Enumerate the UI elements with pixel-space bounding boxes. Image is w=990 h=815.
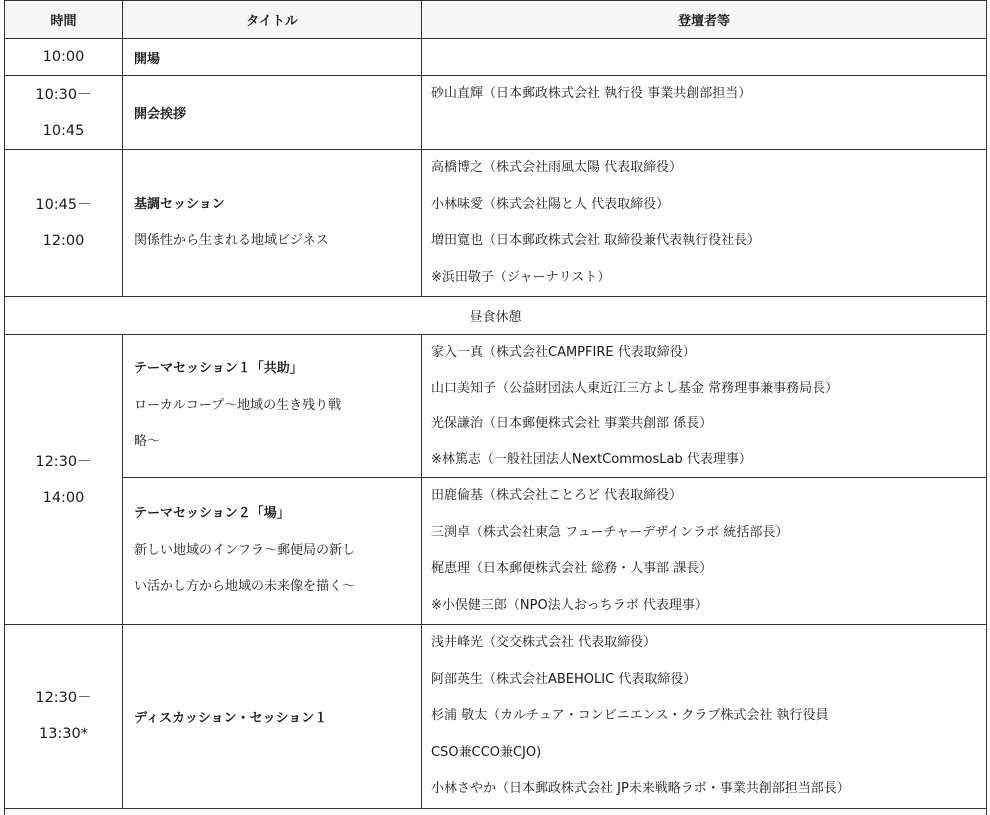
title-cell xyxy=(123,150,422,297)
speaker: 砂山直輝（日本郵政株式会社 執行役 事業共創部担当） xyxy=(431,86,752,101)
row-opening xyxy=(5,39,987,76)
row-theme-session-2 xyxy=(5,478,987,625)
speakers-cell xyxy=(422,150,987,297)
speaker: 高橋博之（株式会社雨風太陽 代表取締役） xyxy=(431,160,683,175)
session-title: ディスカッション・セッション１ xyxy=(134,710,328,726)
time-end: 13:30* xyxy=(38,726,89,743)
session-subtitle: 略～ xyxy=(134,434,161,450)
speaker: 光保謙治（日本郵便株式会社 事業共創部 係長） xyxy=(431,416,713,431)
speaker: 小林さやか（日本郵政株式会社 JP未来戦略ラボ・事業共創部担当部長） xyxy=(431,781,850,796)
header-row xyxy=(5,1,987,39)
speaker: 小林味愛（株式会社陽と人 代表取締役） xyxy=(431,196,670,212)
header-time: 時間 xyxy=(5,1,123,39)
session-title: テーマセッション２「場」 xyxy=(134,506,290,522)
speaker: 三渕卓（株式会社東急 フューチャーデザインラボ 統括部長） xyxy=(431,524,789,540)
speaker: 増田寛也（日本郵政株式会社 取締役兼代表執行役社長） xyxy=(431,233,761,248)
speaker: CSO兼CCO兼CJO) xyxy=(431,744,542,760)
speaker: ※浜田敬子（ジャーナリスト） xyxy=(431,269,611,285)
title-cell xyxy=(123,625,422,809)
speakers-cell xyxy=(422,76,987,150)
time-cell xyxy=(5,625,123,809)
speaker: 家入一真（株式会社CAMPFIRE 代表取締役） xyxy=(431,345,696,360)
speaker: 梶恵理（日本郵便株式会社 総務・人事部 課長） xyxy=(431,561,713,576)
header-speakers: 登壇者等 xyxy=(422,1,987,39)
session-subtitle: ローカルコープ～地域の生き残り戦 xyxy=(134,397,342,413)
speaker: 田鹿倫基（株式会社ことろど 代表取締役） xyxy=(431,488,683,503)
lunch-break-label: 昼食休憩 xyxy=(5,297,987,335)
speakers-cell xyxy=(422,478,987,625)
row-discussion-session xyxy=(5,625,987,809)
title-cell xyxy=(123,39,422,76)
speaker: 山口美知子（公益財団法人東近江三方よし基金 常務理事兼事務局長） xyxy=(431,380,839,396)
time-cell xyxy=(5,76,123,150)
time-start: 10:00 xyxy=(42,49,85,65)
time-cell xyxy=(5,335,123,625)
row-keynote xyxy=(5,150,987,297)
row-greeting xyxy=(5,76,987,150)
time-start: 10:45－ xyxy=(35,197,92,213)
time-end: 14:00 xyxy=(42,489,85,506)
title-cell xyxy=(123,335,422,478)
speakers-cell xyxy=(422,625,987,809)
speakers-cell xyxy=(422,335,987,478)
speaker: 浅井峰光（交交株式会社 代表取締役） xyxy=(431,635,657,650)
speaker: 阿部英生（株式会社ABEHOLIC 代表取締役） xyxy=(431,671,697,687)
speaker: ※小俣健三郎（NPO法人おっちラボ 代表理事） xyxy=(431,597,708,613)
time-start: 10:30－ xyxy=(35,86,92,103)
time-start: 12:30－ xyxy=(35,453,92,470)
time-end: 12:00 xyxy=(42,233,85,249)
session-subtitle: 新しい地域のインフラ～郵便局の新し xyxy=(134,542,356,558)
title-cell xyxy=(123,478,422,625)
time-end: 10:45 xyxy=(42,122,85,139)
speaker: ※林篤志（一般社団法人NextCommosLab 代表理事） xyxy=(431,451,752,467)
event-schedule-table xyxy=(4,0,987,815)
speakers-cell xyxy=(422,39,987,76)
title-cell xyxy=(123,76,422,150)
session-subtitle: い活かし方から地域の未来像を描く～ xyxy=(134,579,356,595)
session-title: 開会挨拶 xyxy=(134,107,187,122)
session-title: 基調セッション xyxy=(134,196,225,212)
time-start: 12:30－ xyxy=(35,690,92,707)
row-theme-session-1 xyxy=(5,335,987,478)
row-lunch-break xyxy=(5,297,987,335)
header-title: タイトル xyxy=(123,1,422,39)
session-subtitle: 関係性から生まれる地域ビジネス xyxy=(134,233,329,248)
time-cell xyxy=(5,150,123,297)
session-title: 開場 xyxy=(134,51,161,67)
session-title: テーマセッション１「共助」 xyxy=(134,361,303,377)
time-cell xyxy=(5,39,123,76)
speaker: 杉浦 敬太（カルチュア・コンビニエンス・クラブ株式会社 執行役員 xyxy=(431,708,829,723)
